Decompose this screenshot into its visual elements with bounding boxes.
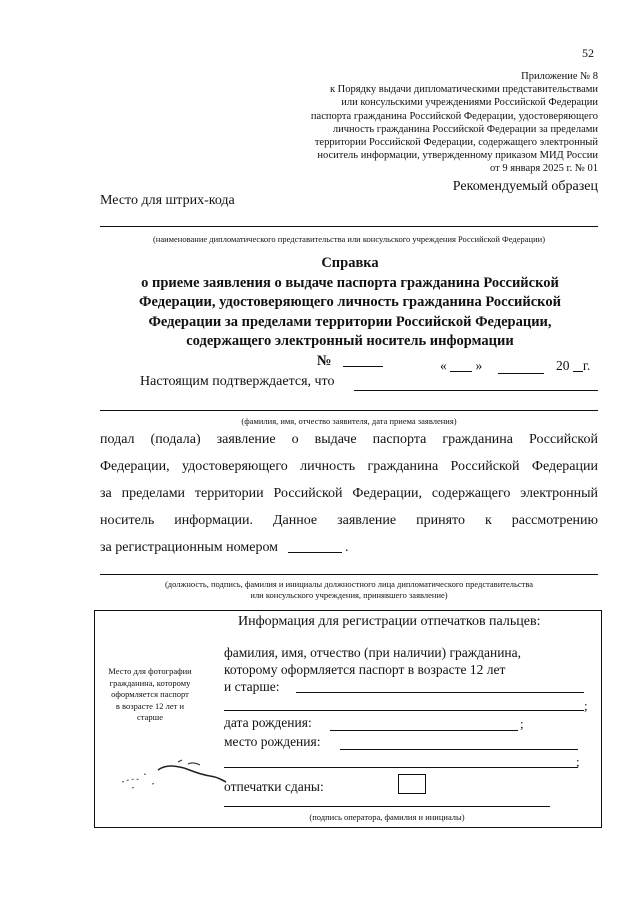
appendix-line: носитель информации, утвержденному приказом МИД России: [317, 150, 598, 162]
official-caption: [100, 579, 598, 601]
title-line: содержащего электронный носитель информации: [186, 333, 514, 349]
title-line: Федерации за пределами территории Российской Федерации,: [148, 313, 552, 330]
operator-caption: (подпись оператора, фамилия и инициалы): [309, 812, 465, 822]
birth-date-semicolon: ;: [520, 716, 524, 731]
reg-number-text: за регистрационным номером: [100, 540, 279, 555]
body-line: за пределами территории Российской Федерации, содержащего электронный: [100, 486, 598, 501]
citizen-name-line: которому оформляется паспорт в возрасте 12 лет: [224, 662, 506, 677]
official-caption-line: или консульского учреждения, принявшего заявление): [250, 590, 448, 600]
name-field-semicolon: ;: [584, 698, 588, 713]
recommended-sample-label: Рекомендуемый образец: [452, 179, 598, 194]
page-number: 52: [582, 46, 594, 60]
appendix-line: к Порядку выдачи дипломатическими представительствами: [329, 84, 598, 96]
citizen-name-label: и старше:: [224, 679, 280, 694]
applicant-caption: (фамилия, имя, отчество заявителя, дата приема заявления): [241, 416, 457, 426]
appendix-line: от 9 января 2025 г. № 01: [490, 163, 598, 175]
photo-place-line: в возрасте 12 лет и: [115, 700, 185, 711]
birth-place-field-2: [224, 767, 578, 768]
appendix-line: или консульскими учреждениями Российской Федерации: [341, 97, 598, 109]
reg-number-field: [288, 552, 342, 553]
photo-place-line: гражданина, которому: [109, 677, 191, 688]
fingerprints-checkbox[interactable]: [398, 774, 426, 794]
official-caption-line: (должность, подпись, фамилия и инициалы должностного лица дипломатического представительства: [164, 579, 534, 589]
birth-place-field-1: [340, 749, 578, 750]
fingerprint-header: Информация для регистрации отпечатков пальцев:: [238, 614, 541, 629]
title-heading: Справка: [321, 255, 379, 271]
body-line: носитель информации. Данное заявление принято к рассмотрению: [100, 513, 598, 528]
fingerprints-label: отпечатки сданы:: [224, 779, 324, 794]
institution-line: [100, 226, 598, 227]
document-title: [100, 254, 600, 371]
appendix-line: личность гражданина Российской Федерации за пределами: [332, 123, 598, 135]
year-line: [556, 358, 590, 374]
reg-number-end: .: [345, 540, 349, 555]
name-field-line-2: [224, 710, 584, 711]
appendix-line: территории Российской Федерации, содержащего электронный: [314, 137, 598, 149]
year-field: [573, 371, 583, 372]
number-field: [343, 366, 383, 367]
citizen-name-text: [224, 644, 521, 695]
birth-date-field: [330, 730, 518, 731]
birth-place-semicolon: ;: [576, 754, 580, 769]
photo-place-line: Место для фотографии: [108, 666, 192, 676]
photo-place-line: оформляется паспорт: [111, 689, 189, 699]
certificate-number: [100, 352, 600, 372]
birth-place-label: место рождения:: [224, 734, 321, 749]
citizen-name-line: фамилия, имя, отчество (при наличии) гражданина,: [224, 645, 522, 660]
date-open-quote: «: [440, 358, 447, 373]
barcode-place-label: Место для штрих-кода: [100, 193, 235, 208]
official-line: [100, 574, 598, 575]
signature-scribble: [118, 756, 228, 796]
year-suffix: г.: [582, 358, 591, 373]
appendix-line: паспорта гражданина Российской Федерации, удостоверяющего: [310, 110, 598, 122]
number-label: №: [316, 352, 332, 369]
name-field-line-1: [296, 692, 584, 693]
body-paragraph: [100, 432, 598, 567]
photo-place: [96, 666, 204, 724]
photo-place-line: старше: [137, 712, 163, 722]
body-line: подал (подала) заявление о выдаче паспорта гражданина Российской: [100, 432, 598, 447]
day-field: [450, 371, 472, 372]
birth-date-label: дата рождения:: [224, 715, 312, 730]
appendix-line: Приложение № 8: [521, 71, 598, 82]
title-line: о приеме заявления о выдаче паспорта гражданина Российской: [141, 274, 559, 291]
confirm-text: Настоящим подтверждается, что: [140, 374, 335, 389]
reg-number-line: [100, 540, 598, 567]
body-line: Федерации, удостоверяющего личность гражданина Российской Федерации: [100, 459, 598, 474]
title-line: Федерации, удостоверяющего личность гражданина Российской: [139, 294, 561, 310]
month-field: [498, 373, 544, 374]
date-close-quote: »: [475, 358, 483, 373]
appendix-header: [280, 70, 598, 176]
institution-caption: (наименование дипломатического представительства или консульского учреждения Российской Федерации): [152, 234, 546, 244]
year-prefix: 20: [556, 358, 570, 373]
applicant-line-2: [100, 410, 598, 411]
operator-signature-line: [224, 806, 550, 807]
date-line: [440, 358, 482, 374]
applicant-line-1: [354, 390, 598, 391]
